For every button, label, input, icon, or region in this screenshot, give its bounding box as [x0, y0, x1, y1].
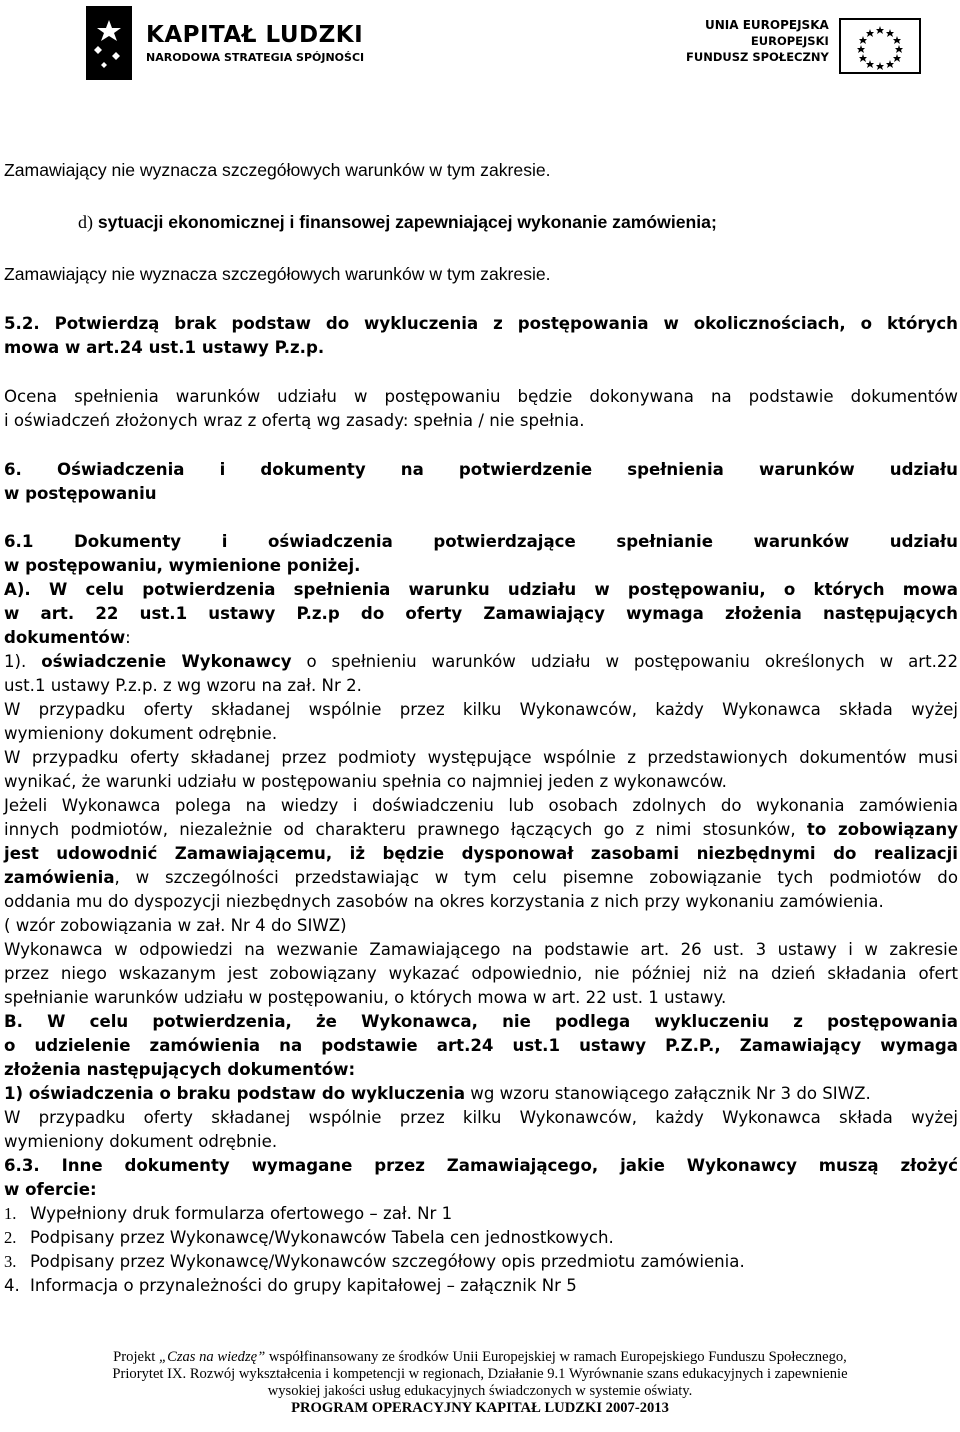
jez-line5: oddania mu do dyspozycji niezbędnych zasobów na okres korzystania z nich przy wykonaniu zamówienia. — [4, 892, 884, 911]
wp1-line2: wymieniony dokument odrębnie. — [4, 724, 278, 743]
a1-line2: ust.1 ustawy P.z.p. z wg wzoru na zał. Nr 2. — [4, 676, 362, 695]
eu-logo-line2: EUROPEJSKI — [750, 34, 829, 48]
d-note: Zamawiający nie wyznacza szczegółowych warunków w tym zakresie. — [4, 264, 551, 284]
wyk-line1: Wykonawca w odpowiedzi na wezwanie Zamawiającego na podstawie art. 26 ust. 3 ustawy i w zakresie — [4, 940, 958, 959]
footer-line2: Priorytet IX. Rozwój wykształcenia i kompetencji w regionach, Działanie 9.1 Wyrównanie szans edukacyjnych i zapewnienie — [112, 1366, 848, 1382]
a-heading-line2: w art. 22 ust.1 ustawy P.z.p do oferty Zamawiający wymaga złożenia następujących — [4, 604, 958, 623]
s61-heading-line2: w postępowaniu, wymienione poniżej. — [4, 556, 361, 575]
jez-line3: jest udowodnić Zamawiającemu, iż będzie dysponował zasobami niezbędnymi do realizacji — [4, 844, 958, 863]
d-text: sytuacji ekonomicznej i finansowej zapewniającej wykonanie zamówienia; — [93, 212, 717, 232]
kapital-ludzki-emblem-icon — [86, 6, 132, 80]
wp3-line2: wymieniony dokument odrębnie. — [4, 1132, 278, 1151]
d-letter: d) — [78, 212, 93, 232]
s63-heading-line1: 6.3. Inne dokumenty wymagane przez Zamawiającego, jakie Wykonawcy muszą złożyć — [4, 1156, 958, 1175]
wp3-line1: W przypadku oferty składanej wspólnie przez kilku Wykonawców, każdy Wykonawca składa wyżej — [4, 1108, 958, 1127]
s63-heading-line2: w ofercie: — [4, 1180, 97, 1199]
s52-heading-line1: 5.2. Potwierdzą brak podstaw do wykluczenia z postępowania w okolicznościach, o których — [4, 314, 958, 333]
a-heading-line3: dokumentów: — [4, 628, 131, 647]
s6-heading-line1: 6. Oświadczenia i dokumenty na potwierdzenie spełnienia warunków udziału — [4, 460, 958, 479]
a-heading-line1: A). W celu potwierdzenia spełnienia warunku udziału w postępowaniu, o których mowa — [4, 580, 958, 599]
b-heading-line1: B. W celu potwierdzenia, że Wykonawca, nie podlega wykluczeniu z postępowania — [4, 1012, 958, 1031]
s61-heading-line1: 6.1 Dokumenty i oświadczenia potwierdzające spełnianie warunków udziału — [4, 532, 958, 551]
d-heading — [4, 210, 958, 234]
wyk-line2: przez niego wskazanym jest zobowiązany wykazać odpowiednio, nie później niż na dzień składania ofert — [4, 964, 958, 983]
s6-heading-line2: w postępowaniu — [4, 484, 157, 503]
page-footer — [0, 1349, 960, 1417]
footer-line3: wysokiej jakości usług edukacyjnych świadczonych w systemie oświaty. — [267, 1383, 693, 1399]
footer-line1: Projekt „Czas na wiedzę” współfinansowany ze środków Unii Europejskiej w ramach Europejskiego Funduszu Społecznego, — [113, 1349, 847, 1365]
b1-line: 1) oświadczenia o braku podstaw do wykluczenia wg wzoru stanowiącego załącznik Nr 3 do SIWZ. — [4, 1084, 871, 1103]
b-heading-line3: złożenia następujących dokumentów: — [4, 1060, 356, 1079]
a1-line1: 1). oświadczenie Wykonawcy o spełnieniu warunków udziału w postępowaniu określonych w art.22 — [4, 652, 958, 671]
list-item: 3. Podpisany przez Wykonawcę/Wykonawców szczegółowy opis przedmiotu zamówienia. — [4, 1252, 745, 1271]
wp1-line1: W przypadku oferty składanej wspólnie przez kilku Wykonawców, każdy Wykonawca składa wyżej — [4, 700, 958, 719]
c-note: Zamawiający nie wyznacza szczegółowych warunków w tym zakresie. — [4, 160, 551, 180]
list-item: 1. Wypełniony druk formularza ofertowego – zał. Nr 1 — [4, 1204, 453, 1223]
list-item: 4. Informacja o przynależności do grupy kapitałowej – załącznik Nr 5 — [4, 1276, 577, 1295]
list-item: 2. Podpisany przez Wykonawcę/Wykonawców Tabela cen jednostkowych. — [4, 1228, 614, 1247]
kapital-ludzki-subtitle: NARODOWA STRATEGIA SPÓJNOŚCI — [146, 51, 365, 64]
kapital-ludzki-title: KAPITAŁ LUDZKI — [146, 22, 364, 48]
wp2-line1: W przypadku oferty składanej przez podmioty występujące wspólnie z przedstawionych dokumentów musi — [4, 748, 958, 767]
footer-line4: PROGRAM OPERACYJNY KAPITAŁ LUDZKI 2007-2013 — [291, 1400, 669, 1416]
wp2-line2: wynikać, że warunki udziału w postępowaniu spełnia co najmniej jeden z wykonawców. — [4, 772, 727, 791]
eu-logo-line1: UNIA EUROPEJSKA — [705, 18, 829, 32]
document-body — [4, 158, 958, 1298]
jez-line1: Jeżeli Wykonawca polega na wiedzy i doświadczeniu lub osobach zdolnych do wykonania zamówienia — [4, 796, 958, 815]
jez-line2: innych podmiotów, niezależnie od charakteru prawnego łączących go z nimi stosunków, to zobowiązany — [4, 820, 959, 839]
eu-logo — [686, 18, 921, 74]
kapital-ludzki-logo — [86, 4, 364, 82]
jez-line4: zamówienia, w szczególności przedstawiając w tym celu pisemne zobowiązanie tych podmiotów do — [4, 868, 958, 887]
wyk-line3: spełnianie warunków udziału w postępowaniu, o których mowa w art. 22 ust. 1 ustawy. — [4, 988, 727, 1007]
ocena-line1: Ocena spełnienia warunków udziału w postępowaniu będzie dokonywana na podstawie dokumentów — [4, 387, 958, 406]
s52-heading-line2: mowa w art.24 ust.1 ustawy P.z.p. — [4, 338, 325, 357]
eu-logo-line3: FUNDUSZ SPOŁECZNY — [686, 50, 829, 64]
ocena-line2: i oświadczeń złożonych wraz z ofertą wg zasady: spełnia / nie spełnia. — [4, 411, 585, 430]
b-heading-line2: o udzielenie zamówienia na podstawie art.24 ust.1 ustawy P.Z.P., Zamawiający wymaga — [4, 1036, 958, 1055]
eu-flag-icon — [839, 18, 921, 74]
jez-line6: ( wzór zobowiązania w zał. Nr 4 do SIWZ) — [4, 916, 347, 935]
